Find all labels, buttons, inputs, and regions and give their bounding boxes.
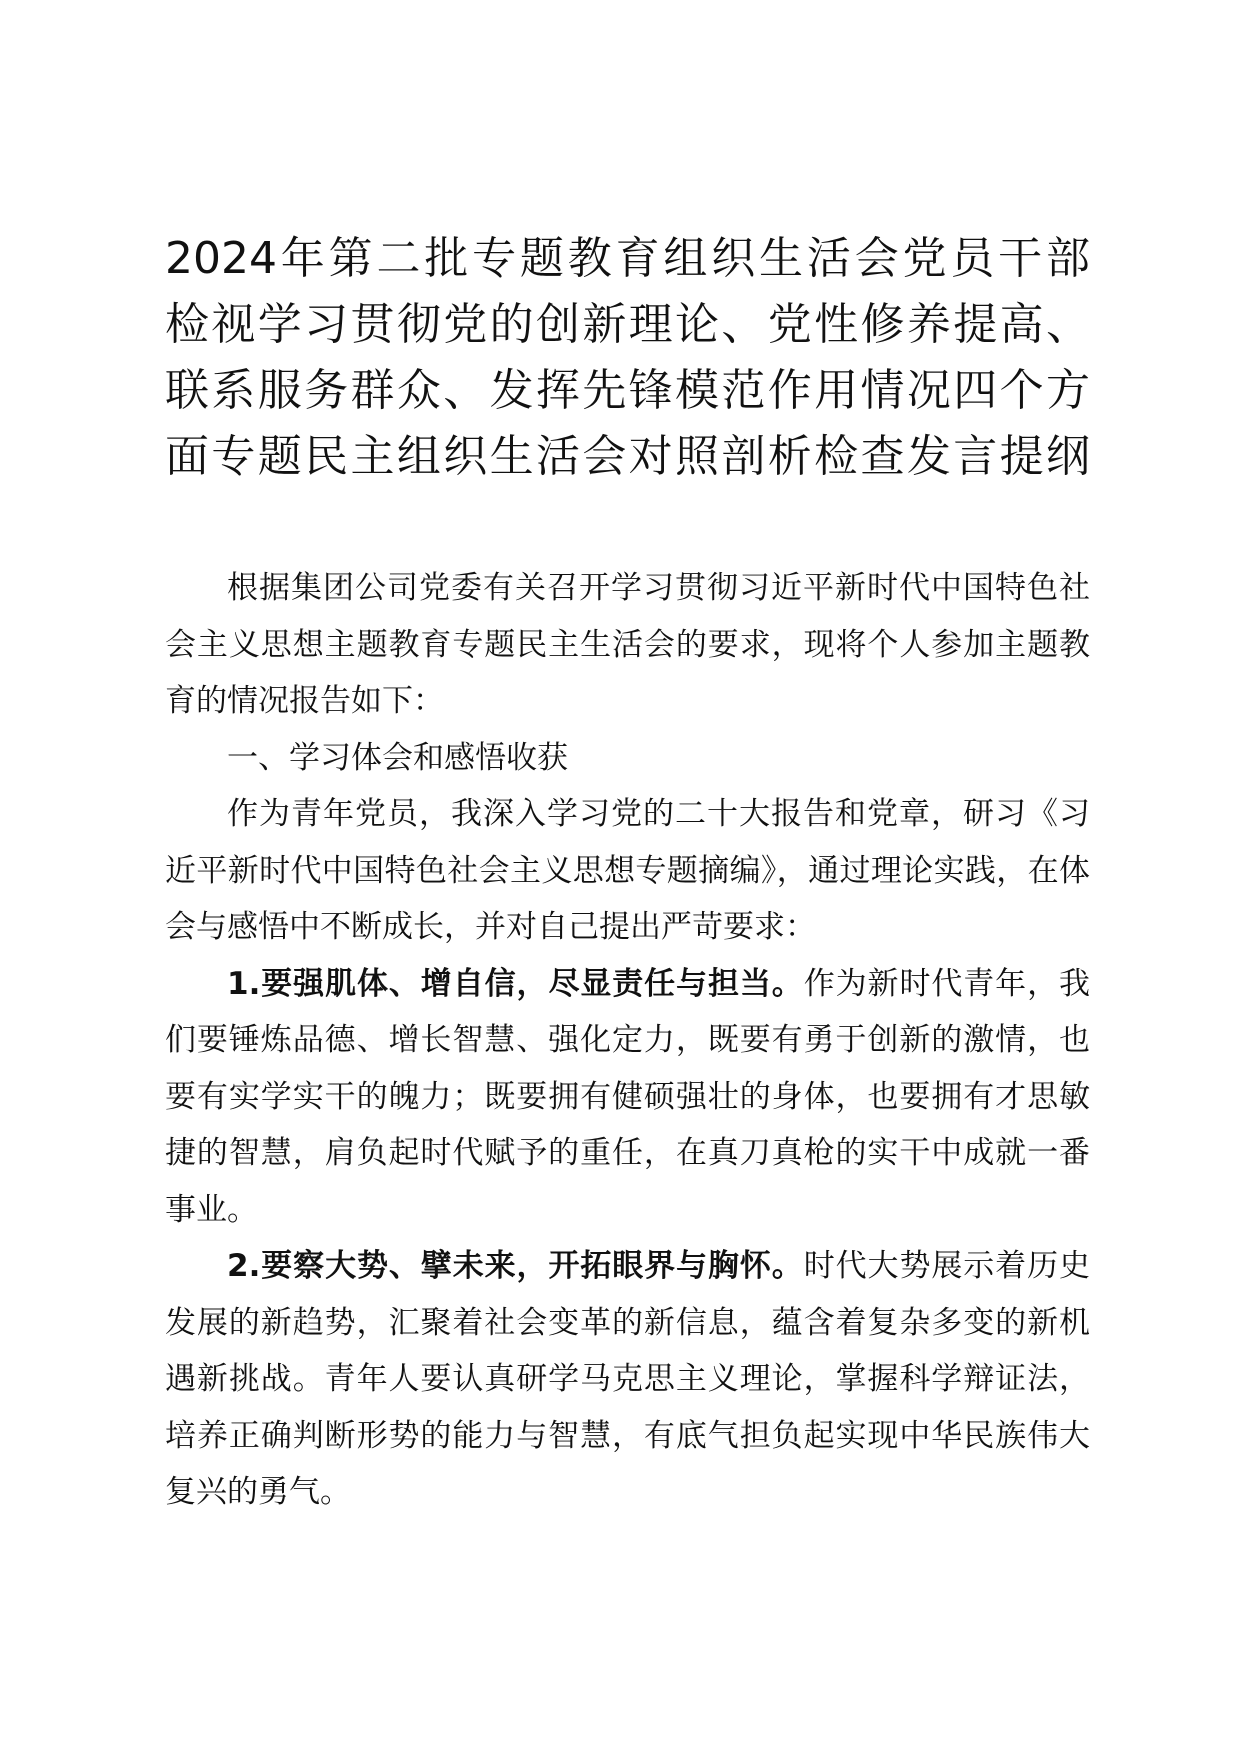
point-1-heading: 1.要强肌体、增自信，尽显责任与担当。 [227,965,804,1002]
point-2-paragraph [165,1238,1090,1521]
document-title [165,226,1090,490]
section-1-intro-paragraph: 作为青年党员，我深入学习党的二十大报告和党章，研习《习近平新时代中国特色社会主义思想专题摘编》，通过理论实践，在体会与感悟中不断成长，并对自己提出严苛要求： [165,796,1090,945]
title-line-3: 联系服务群众、发挥先锋模范作用情况四个方 [165,365,1090,416]
point-2-heading: 2.要察大势、擘未来，开拓眼界与胸怀。 [227,1248,804,1284]
point-2-text: 时代大势展示着历史发展的新趋势，汇聚着社会变革的新信息，蕴含着复杂多变的新机遇新挑战。青年人要认真研学马克思主义理论，掌握科学辩证法，培养正确判断形势的能力与智慧，有底气担负起实现中华民族伟大复兴的勇气。 [165,1248,1090,1510]
title-line-1: 2024年第二批专题教育组织生活会党员干部 [165,233,1090,284]
title-line-2: 检视学习贯彻党的创新理论、党性修养提高、 [165,299,1090,350]
point-1-paragraph [165,956,1090,1239]
point-1-text: 作为新时代青年，我们要锤炼品德、增长智慧、强化定力，既要有勇于创新的激情，也要有实学实干的魄力；既要拥有健硕强壮的身体，也要拥有才思敏捷的智慧，肩负起时代赋予的重任，在真刀真枪的实干中成就一番事业。 [165,965,1090,1228]
title-line-4: 面专题民主组织生活会对照剖析检查发言提纲 [165,431,1090,482]
section-heading-1: 一、学习体会和感悟收获 [227,739,568,776]
intro-paragraph: 根据集团公司党委有关召开学习贯彻习近平新时代中国特色社会主义思想主题教育专题民主生活会的要求，现将个人参加主题教育的情况报告如下： [165,570,1090,719]
document-body [165,560,1090,1521]
